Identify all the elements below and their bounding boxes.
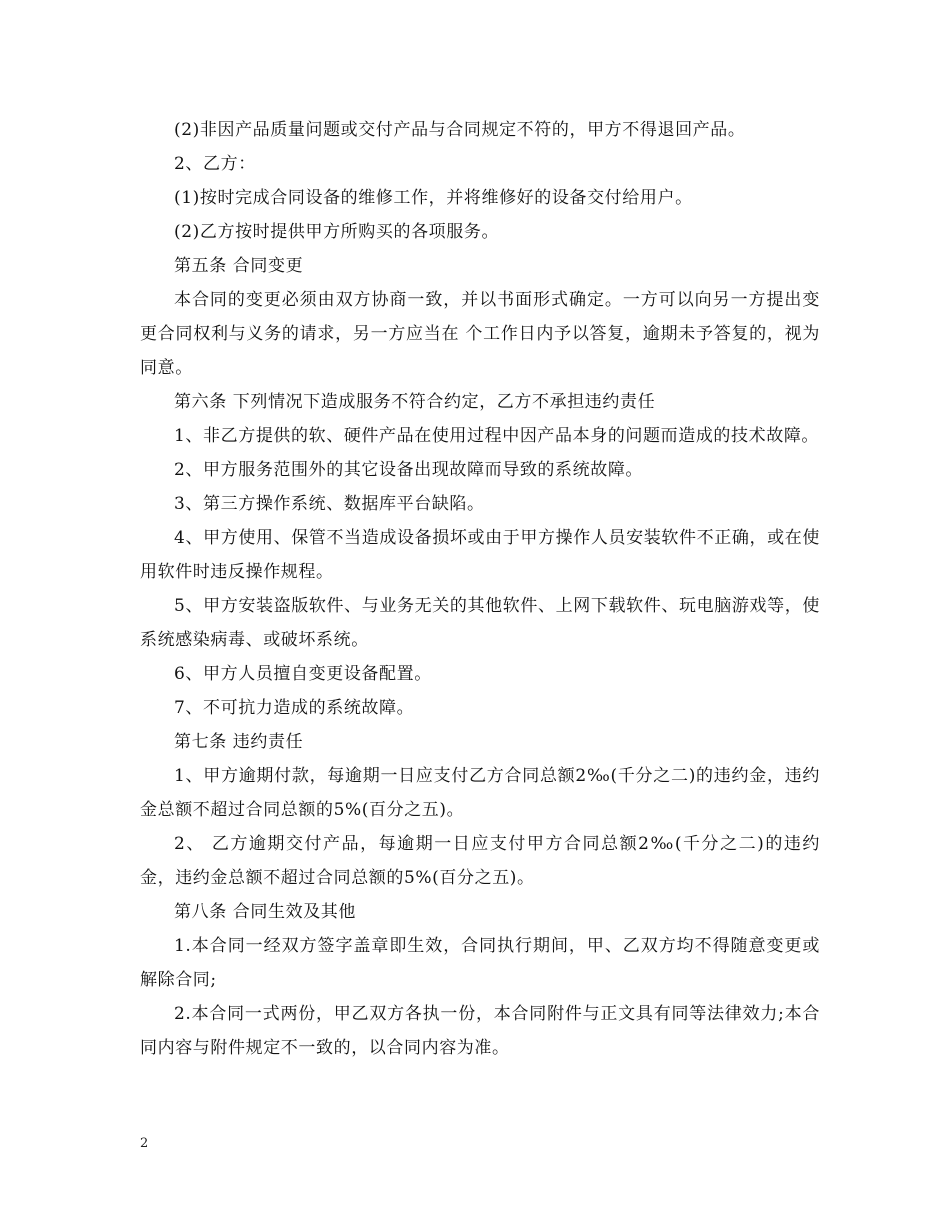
page-number: 2: [140, 1136, 149, 1151]
article-6-item-2: 2、甲方服务范围外的其它设备出现故障而导致的系统故障。: [174, 460, 644, 480]
article-7-heading: 第七条 违约责任: [174, 732, 304, 752]
article-8-item-2: 2.本合同一式两份，甲乙双方各执一份，本合同附件与正文具有同等法律效力;本合同内容与附件规定不一致的，以合同内容为准。: [140, 1004, 820, 1058]
paragraph-party-b-item-1: (1)按时完成合同设备的维修工作，并将维修好的设备交付给用户。: [174, 188, 693, 208]
article-7-item-1: 1、甲方逾期付款，每逾期一日应支付乙方合同总额2‰(千分之二)的违约金，违约金总额不超过合同总额的5%(百分之五)。: [140, 766, 820, 820]
article-8-item-1: 1.本合同一经双方签字盖章即生效，合同执行期间，甲、乙双方均不得随意变更或解除合同;: [140, 936, 820, 990]
paragraph-return-policy: (2)非因产品质量问题或交付产品与合同规定不符的，甲方不得退回产品。: [174, 120, 746, 140]
article-6-item-4: 4、甲方使用、保管不当造成设备损坏或由于甲方操作人员安装软件不正确，或在使用软件时违反操作规程。: [140, 528, 820, 582]
article-6-heading: 第六条 下列情况下造成服务不符合约定，乙方不承担违约责任: [174, 392, 656, 412]
article-5-heading: 第五条 合同变更: [174, 256, 304, 276]
article-5-body: 本合同的变更必须由双方协商一致，并以书面形式确定。一方可以向另一方提出变更合同权利与义务的请求，另一方应当在 个工作日内予以答复，逾期未予答复的，视为同意。: [140, 290, 820, 378]
paragraph-party-b-item-2: (2)乙方按时提供甲方所购买的各项服务。: [174, 222, 500, 242]
article-8-heading: 第八条 合同生效及其他: [174, 902, 357, 922]
article-6-item-3: 3、第三方操作系统、数据库平台缺陷。: [174, 494, 485, 514]
article-6-item-1: 1、非乙方提供的软、硬件产品在使用过程中因产品本身的问题而造成的技术故障。: [174, 426, 820, 446]
article-7-item-2: 2、 乙方逾期交付产品，每逾期一日应支付甲方合同总额2‰(千分之二)的违约金，违约金总额不超过合同总额的5%(百分之五)。: [140, 834, 820, 888]
paragraph-party-b-heading: 2、乙方：: [174, 154, 256, 174]
document-body: [140, 113, 820, 1065]
article-6-item-5: 5、甲方安装盗版软件、与业务无关的其他软件、上网下载软件、玩电脑游戏等，使系统感染病毒、或破坏系统。: [140, 596, 820, 650]
article-6-item-7: 7、不可抗力造成的系统故障。: [174, 698, 415, 718]
article-6-item-6: 6、甲方人员擅自变更设备配置。: [174, 664, 432, 684]
